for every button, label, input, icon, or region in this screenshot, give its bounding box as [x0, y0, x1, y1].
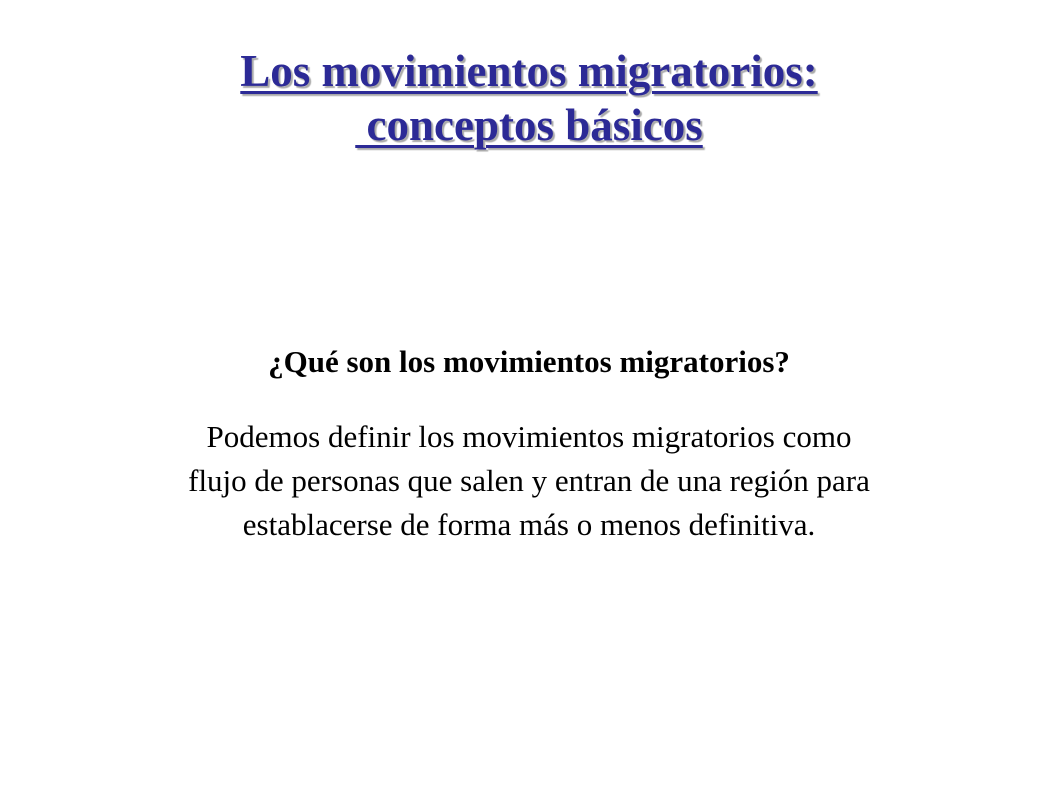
definition-line-2: flujo de personas que salen y entran de una región para: [188, 463, 870, 498]
question-heading: ¿Qué son los movimientos migratorios?: [268, 344, 790, 379]
slide-title-line-1: Los movimientos migratorios:: [240, 46, 818, 96]
slide-title: [0, 44, 1058, 152]
definition-line-1: Podemos definir los movimientos migratorios como: [206, 419, 852, 454]
definition-line-3: establacerse de forma más o menos definitiva.: [242, 507, 816, 542]
slide-title-line-2: conceptos básicos: [355, 100, 703, 150]
definition-paragraph: [30, 415, 1028, 547]
